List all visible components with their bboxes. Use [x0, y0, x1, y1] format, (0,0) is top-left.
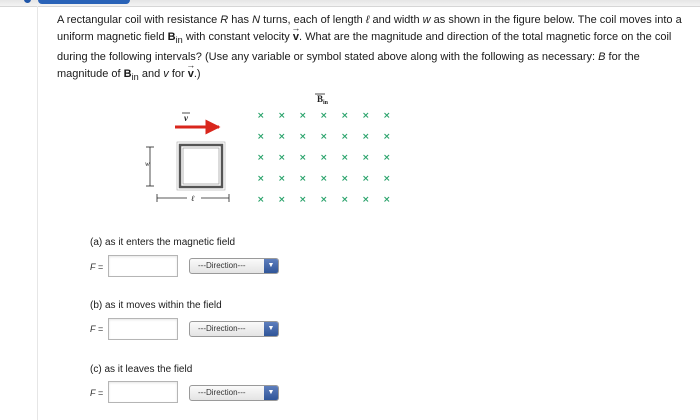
part-a-magnitude-input[interactable]: [108, 255, 178, 277]
part-a-direction-value: ---Direction---: [198, 261, 246, 270]
coil-inner: [183, 148, 219, 184]
field-marker-icon: ×: [299, 153, 307, 163]
field-marker-icon: ×: [257, 195, 265, 205]
status-dot-icon: [24, 0, 31, 3]
field-marker-icon: ×: [278, 174, 286, 184]
width-label: w: [145, 160, 150, 168]
field-marker-icon: ×: [299, 195, 307, 205]
coil-inner-2: [177, 142, 225, 190]
part-c-direction-value: ---Direction---: [198, 388, 246, 397]
field-marker-icon: ×: [341, 153, 349, 163]
field-marker-icon: ×: [383, 111, 391, 121]
part-b-direction-value: ---Direction---: [198, 324, 246, 333]
part-b-magnitude-input[interactable]: [108, 318, 178, 340]
part-b-f-label: F =: [90, 324, 104, 334]
field-marker-icon: ×: [320, 111, 328, 121]
field-marker-icon: ×: [320, 153, 328, 163]
field-marker-icon: ×: [278, 111, 286, 121]
field-marker-icon: ×: [257, 132, 265, 142]
part-a-f-label: F =: [90, 262, 104, 272]
part-a-direction-select[interactable]: [189, 258, 279, 274]
part-c-direction-select[interactable]: [189, 385, 279, 401]
field-marker-icon: ×: [341, 174, 349, 184]
chevron-down-icon: ▼: [264, 259, 278, 273]
chevron-down-icon: ▼: [264, 322, 278, 336]
header-tab: [38, 0, 130, 4]
field-marker-icon: ×: [341, 111, 349, 121]
field-marker-icon: ×: [362, 111, 370, 121]
field-marker-icon: ×: [320, 174, 328, 184]
part-b-label: (b) as it moves within the field: [90, 300, 222, 311]
velocity-label: v: [184, 113, 188, 123]
field-marker-icon: ×: [299, 111, 307, 121]
chevron-down-icon: ▼: [264, 386, 278, 400]
field-marker-icon: ×: [257, 111, 265, 121]
part-c-label: (c) as it leaves the field: [90, 364, 193, 375]
field-marker-icon: ×: [278, 195, 286, 205]
length-label: ℓ: [191, 194, 195, 203]
field-marker-icon: ×: [362, 153, 370, 163]
field-marker-icon: ×: [299, 132, 307, 142]
field-marker-icon: ×: [383, 153, 391, 163]
part-a-label: (a) as it enters the magnetic field: [90, 237, 236, 248]
field-marker-icon: ×: [320, 132, 328, 142]
field-marker-icon: ×: [257, 174, 265, 184]
field-marker-icon: ×: [341, 132, 349, 142]
field-label-sub: in: [323, 100, 329, 106]
magnetic-field-grid: [257, 111, 391, 205]
field-marker-icon: ×: [362, 174, 370, 184]
field-marker-icon: ×: [362, 195, 370, 205]
field-marker-icon: ×: [278, 153, 286, 163]
field-marker-icon: ×: [299, 174, 307, 184]
field-marker-icon: ×: [257, 153, 265, 163]
field-marker-icon: ×: [383, 195, 391, 205]
field-marker-icon: ×: [278, 132, 286, 142]
field-marker-icon: ×: [320, 195, 328, 205]
part-b-direction-select[interactable]: [189, 321, 279, 337]
coil-figure: [137, 90, 397, 215]
problem-statement: A rectangular coil with resistance R has N turns, each of length ℓ and width w as shown in the figure below. The coil moves into a uniform magnetic field $B_{in}$ with constant velocity → v. What are the magnitude and direction of the total magnetic force on the coil during the following intervals? (Use any variable or symbol stated above along with the following as necessary: B for the magnitude of $B_{in}$ and v for → v.): [57, 12, 687, 86]
field-marker-icon: ×: [383, 174, 391, 184]
field-marker-icon: ×: [383, 132, 391, 142]
part-c-magnitude-input[interactable]: [108, 381, 178, 403]
part-c-f-label: F =: [90, 388, 104, 398]
field-marker-icon: ×: [362, 132, 370, 142]
field-marker-icon: ×: [341, 195, 349, 205]
coil: [180, 145, 222, 187]
field-label: B: [317, 94, 324, 104]
